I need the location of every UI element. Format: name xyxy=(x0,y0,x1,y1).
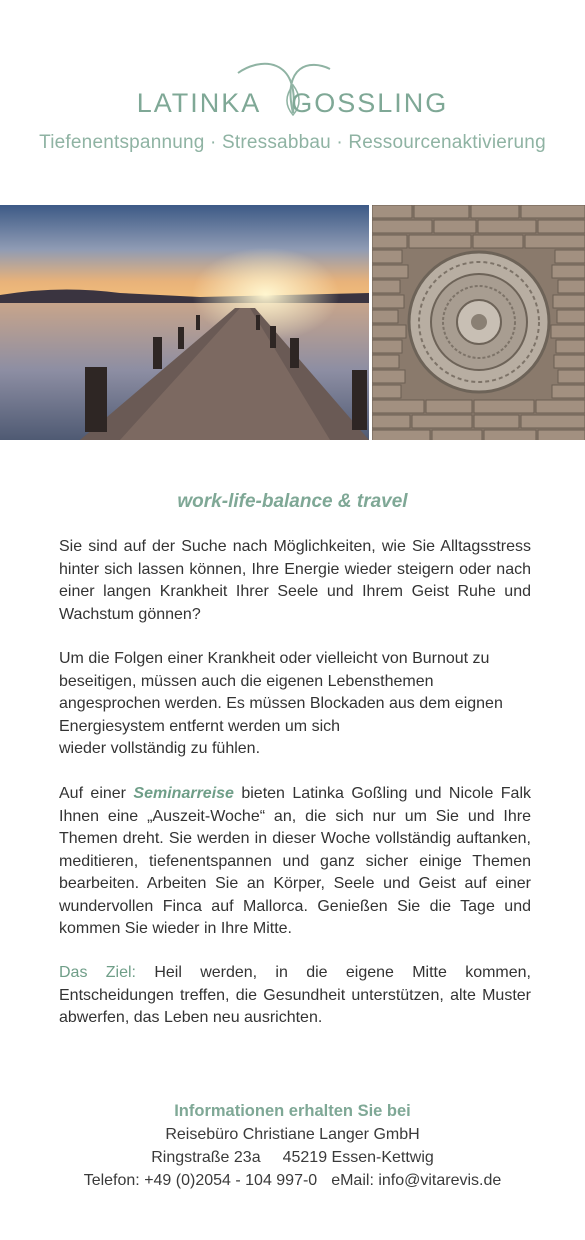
seminarreise-highlight: Seminarreise xyxy=(133,785,234,802)
tagline: Tiefenentspannung · Stressabbau · Ressourcenaktivierung xyxy=(39,132,546,153)
paragraph-seminar-start: Auf einer xyxy=(59,785,134,802)
subtitle: work-life-balance & travel xyxy=(177,491,408,512)
phone: Telefon: +49 (0)2054 - 104 997-0 xyxy=(83,1172,318,1189)
company-name: Reisebüro Christiane Langer GmbH xyxy=(165,1126,420,1143)
paragraph-burnout-main: Um die Folgen einer Krankheit oder vielleicht von Burnout zu beseitigen, müssen auch die eigenen Lebensthemen angesprochen werden. Es müssen Blockaden aus dem eignen Energiesystem entfernt werden um sich xyxy=(59,650,503,735)
goal-label: Das Ziel: xyxy=(59,964,136,981)
brand-last-name: GOSSLING xyxy=(291,88,449,118)
contact-line xyxy=(0,1169,585,1192)
address-line xyxy=(0,1146,585,1169)
paragraph-seminar-rest: bieten Latinka Goßling und Nicole Falk Ihnen eine „Auszeit-Woche“ an, die sich nur um Sie und Ihre Themen dreht. Sie werden in dieser Woche vollständig auftanken, meditieren, tiefenentspannen und ganz sicher einige Themen bearbeiten. Arbeiten Sie an Körper, Seele und Geist auf einer wundervollen Finca auf Mallorca. Genießen Sie die Tage und kommen Sie wieder in Ihre Mitte. xyxy=(59,785,532,937)
mandala-wall-image xyxy=(372,205,585,440)
header xyxy=(0,0,585,200)
contact-footer xyxy=(0,1100,585,1192)
pier-sunset-image xyxy=(0,205,369,440)
brand-name xyxy=(0,88,585,119)
paragraph-goal xyxy=(59,962,531,1030)
paragraph-seminar xyxy=(59,783,531,941)
goal-text: Heil werden, in die eigene Mitte kommen, Entscheidungen treffen, die Gesundheit unterstützen, alte Muster abwerfen, das Leben neu ausrichten. xyxy=(59,964,532,1026)
paragraph-burnout xyxy=(59,648,531,761)
street: Ringstraße 23a xyxy=(151,1149,261,1166)
contact-heading: Informationen erhalten Sie bei xyxy=(174,1102,411,1120)
paragraph-burnout-end: wieder vollständig zu fühlen. xyxy=(59,740,261,757)
city: 45219 Essen-Kettwig xyxy=(282,1149,434,1166)
paragraph-intro: Sie sind auf der Suche nach Möglichkeiten, wie Sie Alltagsstress hinter sich lassen können, Ihre Energie wieder steigern oder nach einer langen Krankheit Ihrer Seele und Ihrem Geist Ruhe und Wachstum gönnen? xyxy=(59,538,531,623)
brand-first-name: LATINKA xyxy=(136,88,262,118)
email[interactable]: eMail: info@vitarevis.de xyxy=(331,1172,502,1189)
